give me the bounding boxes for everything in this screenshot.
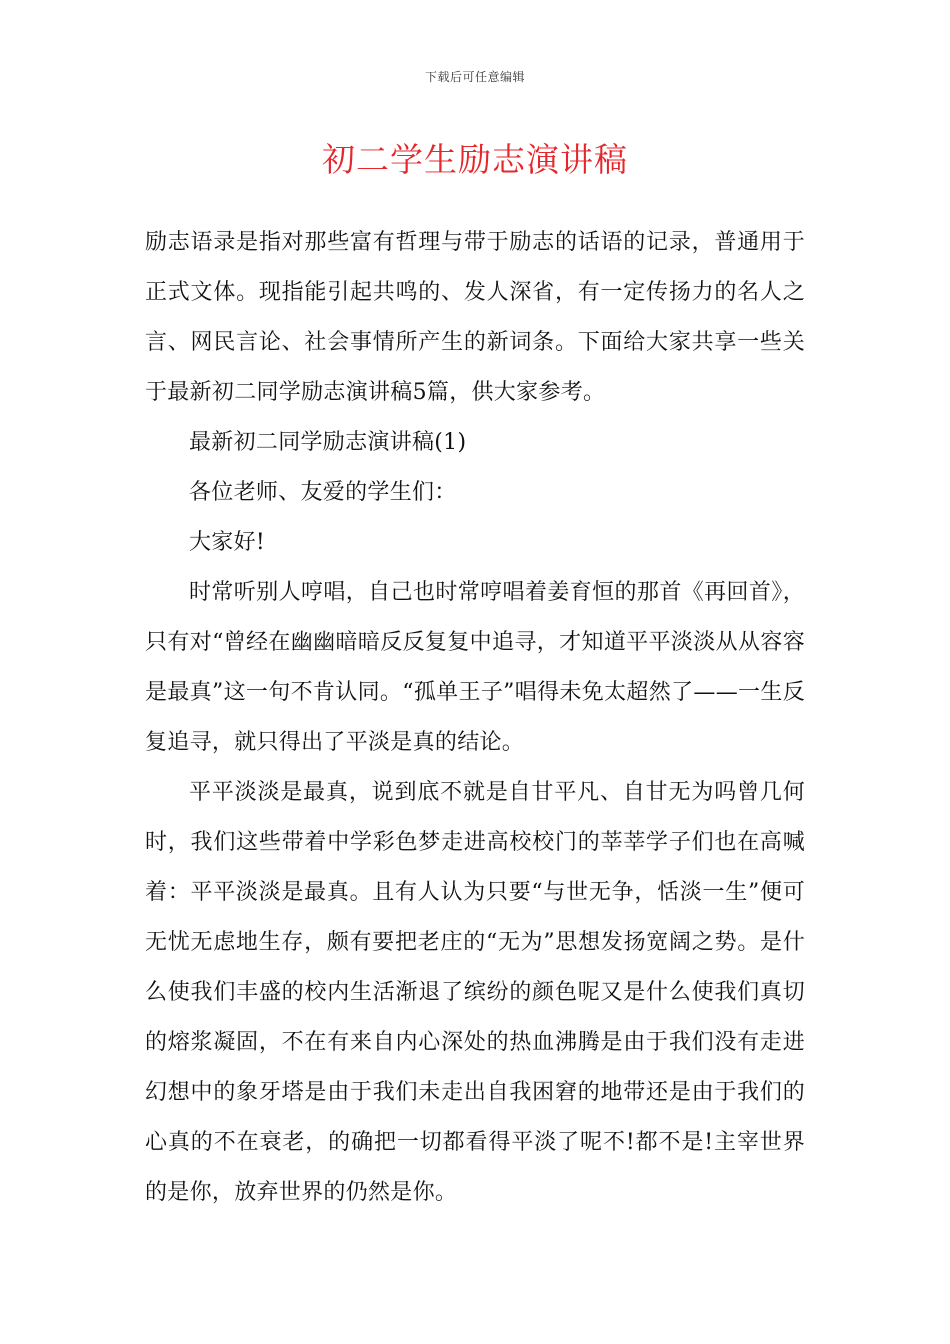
intro-paragraph: 励志语录是指对那些富有哲理与带于励志的话语的记录，普通用于正式文体。现指能引起共鸣的、发人深省，有一定传扬力的名人之言、网民言论、社会事情所产生的新词条。下面给大家共享一些关于最新初二同学励志演讲稿5篇，供大家参考。 [145, 230, 805, 405]
document-title: 初二学生励志演讲稿 [322, 140, 628, 179]
salutation: 各位老师、友爱的学生们： [189, 480, 457, 505]
body-paragraph: 时常听别人哼唱，自己也时常哼唱着姜育恒的那首《再回首》，只有对“曾经在幽幽暗暗反反复复中追寻，才知道平平淡淡从从容容是最真”这一句不肯认同。“孤单王子”唱得未免太超然了——一生反复追寻，就只得出了平淡是真的结论。 [145, 580, 805, 755]
body-paragraph: 平平淡淡是最真，说到底不就是自甘平凡、自甘无为吗曾几何时，我们这些带着中学彩色梦走进高校校门的莘莘学子们也在高喊着：平平淡淡是最真。且有人认为只要“与世无争，恬淡一生”便可无忧无虑地生存，颇有要把老庄的“无为”思想发扬宽阔之势。是什么使我们丰盛的校内生活渐退了缤纷的颜色呢又是什么使我们真切的熔浆凝固，不在有来自内心深处的热血沸腾是由于我们没有走进幻想中的象牙塔是由于我们未走出自我困窘的地带还是由于我们的心真的不在衰老，的确把一切都看得平淡了呢不!都不是!主宰世界的是你，放弃世界的仍然是你。 [145, 780, 805, 1205]
header-note: 下载后可任意编辑 [424, 70, 525, 84]
speech-heading: 最新初二同学励志演讲稿(1) [189, 430, 467, 455]
document-body [145, 218, 805, 1218]
greeting: 大家好! [189, 530, 266, 555]
